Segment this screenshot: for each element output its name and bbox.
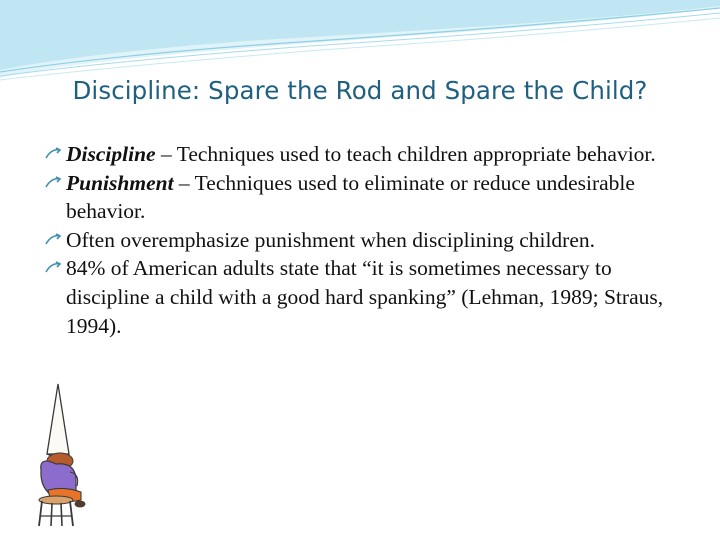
bullet-text-statistic: 84% of American adults state that “it is sometimes necessary to discipline a child with a good hard spanking” (Lehman, 1989; Straus, 1994). [66,256,664,338]
bullet-overemphasize [44,226,684,255]
bullet-discipline [44,140,684,169]
term-discipline: Discipline [66,142,156,166]
bullet-text-overemphasize: Often overemphasize punishment when disciplining children. [66,227,596,252]
bullet-arrow-icon [44,261,62,275]
definition-discipline: – Techniques used to teach children appropriate behavior. [155,142,656,166]
bullet-spanking-statistic [44,254,684,340]
term-punishment: Punishment [66,170,174,195]
slide-title: Discipline: Spare the Rod and Spare the Child? [72,76,648,105]
definition-punishment: – Techniques used to eliminate or reduce undesirable behavior. [66,170,635,224]
child-dunce-cap-illustration [26,382,90,528]
bullet-arrow-icon [44,176,62,190]
bullet-arrow-icon [44,147,62,161]
bullet-punishment [44,169,684,226]
bullet-arrow-icon [44,233,62,247]
bullet-list [44,140,684,340]
